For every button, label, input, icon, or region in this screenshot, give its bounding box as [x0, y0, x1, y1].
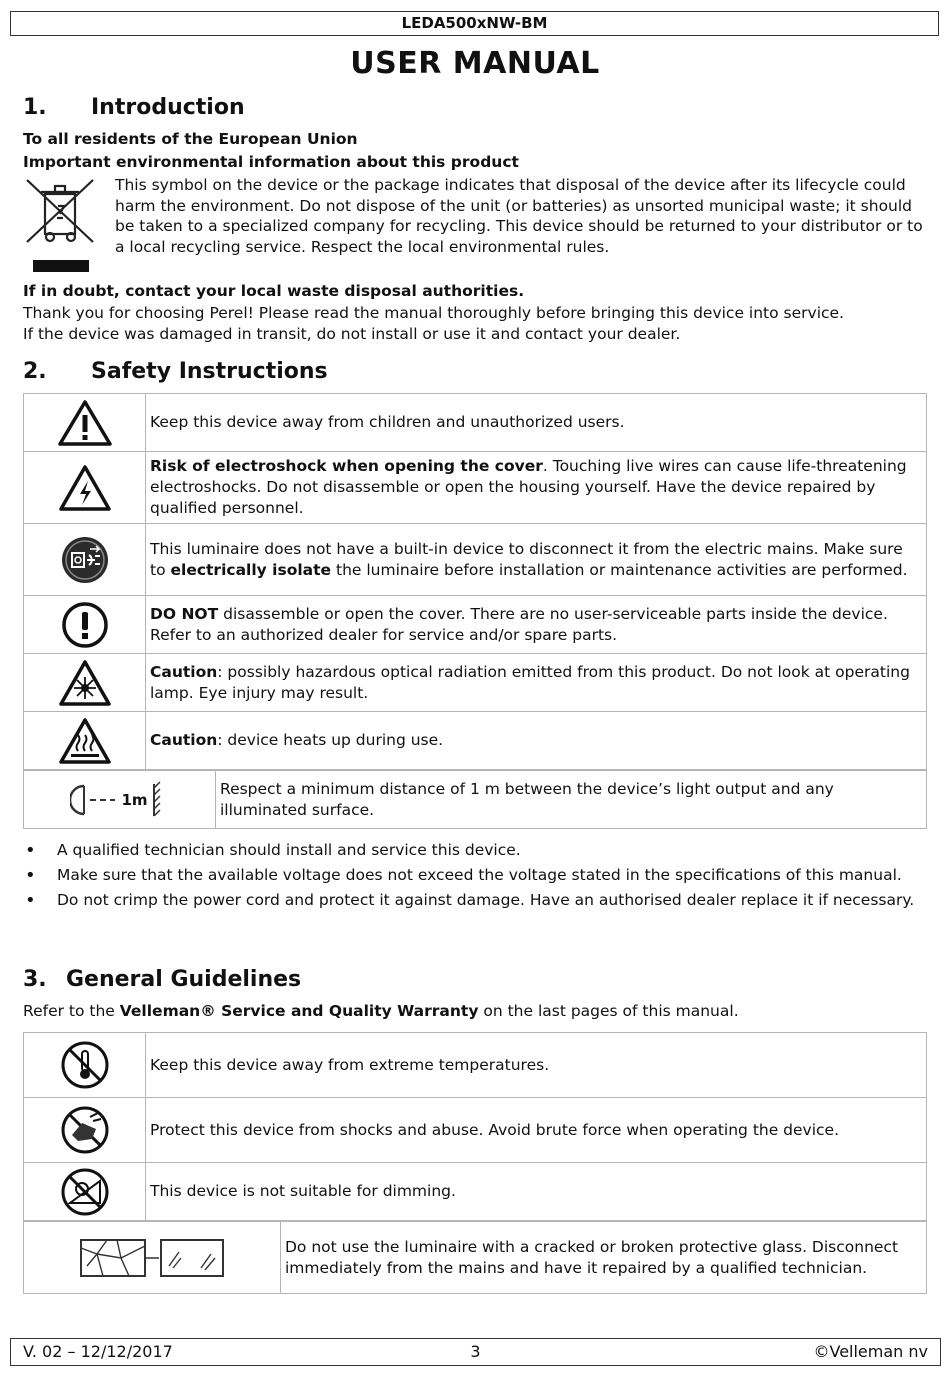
safety-text	[146, 712, 927, 770]
min-distance-icon	[24, 771, 216, 829]
page-title: USER MANUAL	[350, 46, 600, 81]
section-title: Introduction	[91, 95, 245, 120]
safety-text	[146, 524, 927, 596]
no-extreme-temperature-icon	[24, 1033, 146, 1098]
bold-phrase: electrically isolate	[170, 560, 332, 579]
transit-damage-line: If the device was damaged in transit, do not install or use it and contact your dealer.	[23, 325, 681, 343]
guideline-row	[24, 1222, 927, 1294]
distance-label: 1m	[121, 790, 148, 809]
weee-bin-icon	[25, 176, 97, 276]
body-text: the luminaire before installation or maintenance activities are performed.	[331, 560, 908, 579]
safety-row	[24, 771, 927, 829]
bold-phrase: Caution	[150, 731, 218, 749]
safety-row	[24, 654, 927, 712]
list-item: • A qualified technician should install and service this device.	[23, 840, 923, 861]
environment-info-line: Important environmental information about this product	[23, 153, 519, 171]
safety-text	[146, 596, 927, 654]
warning-triangle-icon	[24, 394, 146, 452]
copyright: ©Velleman nv	[813, 1342, 928, 1361]
section-number: 2.	[23, 359, 47, 384]
list-item: • Do not crimp the power cord and protect it against damage. Have an authorised dealer replace it if necessary.	[23, 890, 923, 911]
section-title: General Guidelines	[66, 967, 302, 992]
hot-surface-icon	[24, 712, 146, 770]
thanks-line: Thank you for choosing Perel! Please read the manual thoroughly before bringing this device into service.	[23, 304, 844, 322]
body-text: This luminaire does not have a built-in device to disconnect it from the electric mains. Make sure to	[150, 539, 903, 579]
warranty-link-text: Velleman® Service and Quality Warranty	[119, 1002, 479, 1020]
guideline-row	[24, 1163, 927, 1221]
document-footer	[10, 1338, 941, 1366]
safety-row	[24, 394, 927, 452]
safety-bullet-list	[23, 840, 923, 915]
safety-text	[146, 654, 927, 712]
optical-radiation-icon	[24, 654, 146, 712]
safety-row	[24, 712, 927, 770]
guideline-text: Do not use the luminaire with a cracked or broken protective glass. Disconnect immediately from the mains and have it repaired by a qualified technician.	[281, 1222, 927, 1294]
guideline-text: Protect this device from shocks and abuse. Avoid brute force when operating the device.	[146, 1098, 927, 1163]
page-number: 3	[470, 1342, 481, 1361]
section-1-heading	[23, 95, 245, 120]
body-text: : device heats up during use.	[217, 731, 444, 749]
body-text: . Touching live wires can cause life-threatening electroshocks. Do not disassemble or open the housing yourself. Have the device repaired by qualified personnel.	[150, 457, 907, 517]
bold-phrase: Risk of electroshock when opening the cover	[150, 457, 543, 475]
electroshock-warning-icon	[24, 452, 146, 524]
safety-row	[24, 596, 927, 654]
body-text: Refer to the	[23, 1002, 120, 1020]
safety-row	[24, 452, 927, 524]
safety-table	[23, 393, 927, 770]
document-header	[10, 11, 939, 36]
guideline-row	[24, 1098, 927, 1163]
section-3-heading	[23, 967, 301, 992]
waste-authorities-line: If in doubt, contact your local waste disposal authorities.	[23, 282, 525, 300]
broken-glass-table	[23, 1221, 927, 1294]
guideline-row	[24, 1033, 927, 1098]
guideline-text: This device is not suitable for dimming.	[146, 1163, 927, 1221]
section-number: 1.	[23, 95, 47, 120]
bold-phrase: DO NOT	[150, 604, 219, 623]
weee-description: This symbol on the device or the package indicates that disposal of the device after its lifecycle could harm the environment. Do not dispose of the unit (or batteries) as unsorted municipal waste; it should be taken to a specialized company for recycling. This device should be returned to your distributor or to a local recycling service. Respect the local environmental rules.	[115, 176, 923, 257]
exclamation-circle-icon	[24, 596, 146, 654]
broken-glass-icon	[24, 1222, 281, 1294]
bold-phrase: Caution	[150, 662, 218, 681]
eu-residents-line: To all residents of the European Union	[23, 130, 358, 148]
safety-text	[146, 452, 927, 524]
warranty-reference	[23, 1001, 739, 1022]
safety-text: Respect a minimum distance of 1 m between the device’s light output and any illuminated surface.	[216, 771, 927, 829]
distance-table	[23, 770, 927, 829]
safety-text: Keep this device away from children and unauthorized users.	[146, 394, 927, 452]
body-text: : possibly hazardous optical radiation emitted from this product. Do not look at operating lamp. Eye injury may result.	[150, 662, 910, 702]
section-2-heading	[23, 359, 328, 384]
section-number: 3.	[23, 967, 47, 992]
no-dimming-icon	[24, 1163, 146, 1221]
section-title: Safety Instructions	[91, 359, 328, 384]
guidelines-table	[23, 1032, 927, 1221]
body-text: on the last pages of this manual.	[478, 1002, 739, 1020]
list-item: • Make sure that the available voltage does not exceed the voltage stated in the specifications of this manual.	[23, 865, 923, 886]
safety-row	[24, 524, 927, 596]
guideline-text: Keep this device away from extreme temperatures.	[146, 1033, 927, 1098]
disconnect-mains-icon	[24, 524, 146, 596]
version-date: V. 02 – 12/12/2017	[23, 1342, 173, 1361]
body-text: disassemble or open the cover. There are no user-serviceable parts inside the device. Refer to an authorized dealer for service and/or spare parts.	[150, 604, 888, 644]
no-shocks-icon	[24, 1098, 146, 1163]
model-number: LEDA500xNW-BM	[401, 14, 548, 32]
